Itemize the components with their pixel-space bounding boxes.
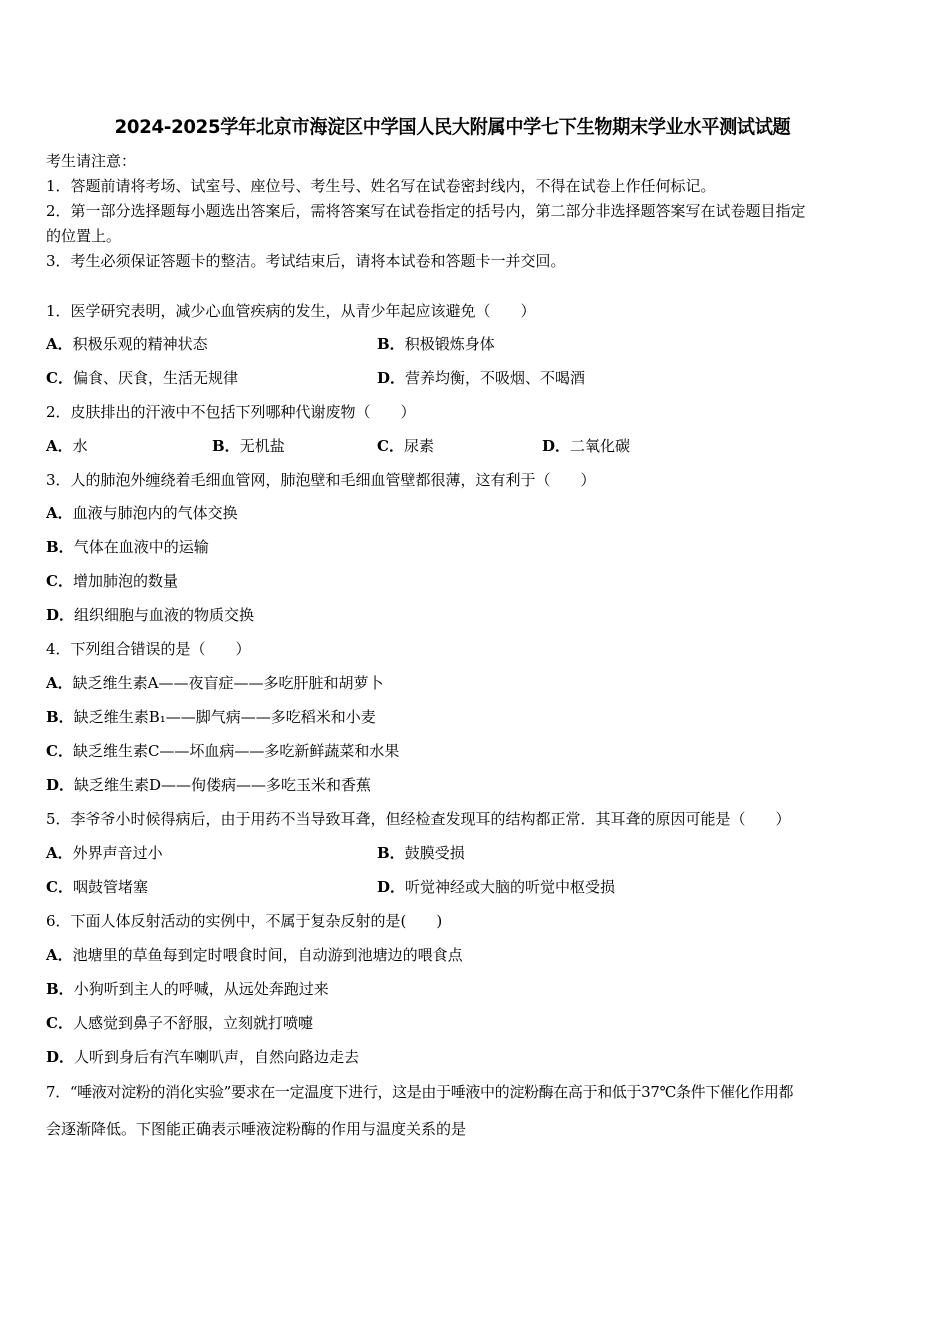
option-text: 气体在血液中的运输 (73, 538, 209, 556)
question-stem: 3．人的肺泡外缠绕着毛细血管网，肺泡壁和毛细血管壁都很薄，这有利于（ ） (46, 471, 596, 489)
option-label: B． (46, 708, 74, 726)
option[interactable] (46, 877, 148, 897)
option-text: 听觉神经或大脑的听觉中枢受损 (405, 878, 616, 896)
option-label: C． (46, 878, 73, 896)
option-label: A． (46, 335, 73, 353)
option[interactable] (46, 775, 371, 795)
option[interactable] (46, 537, 209, 557)
option[interactable] (46, 334, 208, 354)
page-title: 2024-2025学年北京市海淀区中学国人民大附属中学七下生物期末学业水平测试试题 (114, 116, 791, 138)
option-label: B． (377, 335, 405, 353)
option[interactable] (377, 368, 585, 388)
option[interactable] (46, 979, 329, 999)
question-stem: 5．李爷爷小时候得病后，由于用药不当导致耳聋，但经检查发现耳的结构都正常．其耳聋的原因可能是（ ） (46, 810, 791, 828)
option-text: 缺乏维生素A——夜盲症——多吃肝脏和胡萝卜 (72, 674, 384, 692)
option-label: B． (46, 980, 74, 998)
option-label: C． (46, 1014, 73, 1032)
question-stem: 4．下列组合错误的是（ ） (46, 640, 251, 658)
option-text: 积极乐观的精神状态 (72, 335, 208, 353)
option-label: A． (46, 674, 73, 692)
option-label: C． (46, 572, 73, 590)
option-label: A． (46, 437, 73, 455)
option-text: 鼓膜受损 (404, 844, 465, 862)
option[interactable] (46, 707, 376, 727)
option[interactable] (46, 1047, 359, 1067)
notice-item: 的位置上。 (46, 227, 122, 245)
option-text: 小狗听到主人的呼喊，从远处奔跑过来 (73, 980, 329, 998)
option[interactable] (46, 571, 178, 591)
option[interactable] (46, 673, 383, 693)
option[interactable] (46, 843, 163, 863)
option-text: 缺乏维生素C——坏血病——多吃新鲜蔬菜和水果 (72, 742, 400, 760)
option[interactable] (46, 1013, 313, 1033)
option-label: B． (212, 437, 240, 455)
option-text: 水 (72, 437, 88, 455)
option[interactable] (377, 877, 615, 897)
option-text: 血液与肺泡内的气体交换 (72, 504, 238, 522)
question-stem: 会逐渐降低。下图能正确表示唾液淀粉酶的作用与温度关系的是 (46, 1120, 467, 1138)
option[interactable] (377, 843, 465, 863)
option[interactable] (46, 436, 88, 456)
option-text: 二氧化碳 (570, 437, 631, 455)
option-text: 积极锻炼身体 (404, 335, 495, 353)
option-label: B． (46, 538, 74, 556)
option-text: 池塘里的草鱼每到定时喂食时间，自动游到池塘边的喂食点 (72, 946, 463, 964)
option-text: 营养均衡，不吸烟、不喝酒 (405, 369, 586, 387)
notice-heading: 考生请注意： (46, 152, 137, 170)
option[interactable] (46, 741, 399, 761)
option-text: 偏食、厌食，生活无规律 (72, 369, 238, 387)
option[interactable] (377, 334, 495, 354)
question-stem: 1．医学研究表明，减少心血管疾病的发生，从青少年起应该避免（ ） (46, 302, 536, 320)
option-label: D． (377, 878, 406, 896)
option[interactable] (377, 436, 434, 456)
option-label: D． (542, 437, 571, 455)
notice-item: 2．第一部分选择题每小题选出答案后，需将答案写在试卷指定的括号内，第二部分非选择题答案写在试卷题目指定 (46, 202, 806, 220)
notice-item: 3．考生必须保证答题卡的整洁。考试结束后，请将本试卷和答题卡一并交回。 (46, 252, 566, 270)
option-label: D． (46, 776, 75, 794)
option-text: 外界声音过小 (72, 844, 163, 862)
option-label: D． (46, 606, 75, 624)
option-text: 人感觉到鼻子不舒服，立刻就打喷嚏 (72, 1014, 313, 1032)
option-text: 增加肺泡的数量 (72, 572, 178, 590)
option-text: 缺乏维生素B₁——脚气病——多吃稻米和小麦 (73, 708, 376, 726)
option-text: 人听到身后有汽车喇叭声，自然向路边走去 (74, 1048, 360, 1066)
question-stem: 7．“唾液对淀粉的消化实验”要求在一定温度下进行，这是由于唾液中的淀粉酶在高于和低于37℃条件下催化作用都 (46, 1083, 794, 1101)
option[interactable] (46, 945, 463, 965)
option-text: 缺乏维生素D——佝偻病——多吃玉米和香蕉 (74, 776, 372, 794)
option-label: A． (46, 946, 73, 964)
option-label: C． (46, 742, 73, 760)
option-text: 咽鼓管堵塞 (72, 878, 148, 896)
notice-item: 1．答题前请将考场、试室号、座位号、考生号、姓名写在试卷密封线内，不得在试卷上作任何标记。 (46, 177, 716, 195)
option[interactable] (46, 503, 238, 523)
option[interactable] (46, 368, 238, 388)
option-text: 组织细胞与血液的物质交换 (74, 606, 255, 624)
question-stem: 2．皮肤排出的汗液中不包括下列哪种代谢废物（ ） (46, 403, 416, 421)
option-label: A． (46, 504, 73, 522)
option-text: 尿素 (403, 437, 434, 455)
option[interactable] (212, 436, 285, 456)
option[interactable] (542, 436, 630, 456)
option-label: C． (377, 437, 404, 455)
option-label: D． (377, 369, 406, 387)
option-label: D． (46, 1048, 75, 1066)
option-label: A． (46, 844, 73, 862)
option-label: C． (46, 369, 73, 387)
option-label: B． (377, 844, 405, 862)
option[interactable] (46, 605, 254, 625)
question-stem: 6．下面人体反射活动的实例中，不属于复杂反射的是( ) (46, 912, 443, 930)
option-text: 无机盐 (239, 437, 285, 455)
